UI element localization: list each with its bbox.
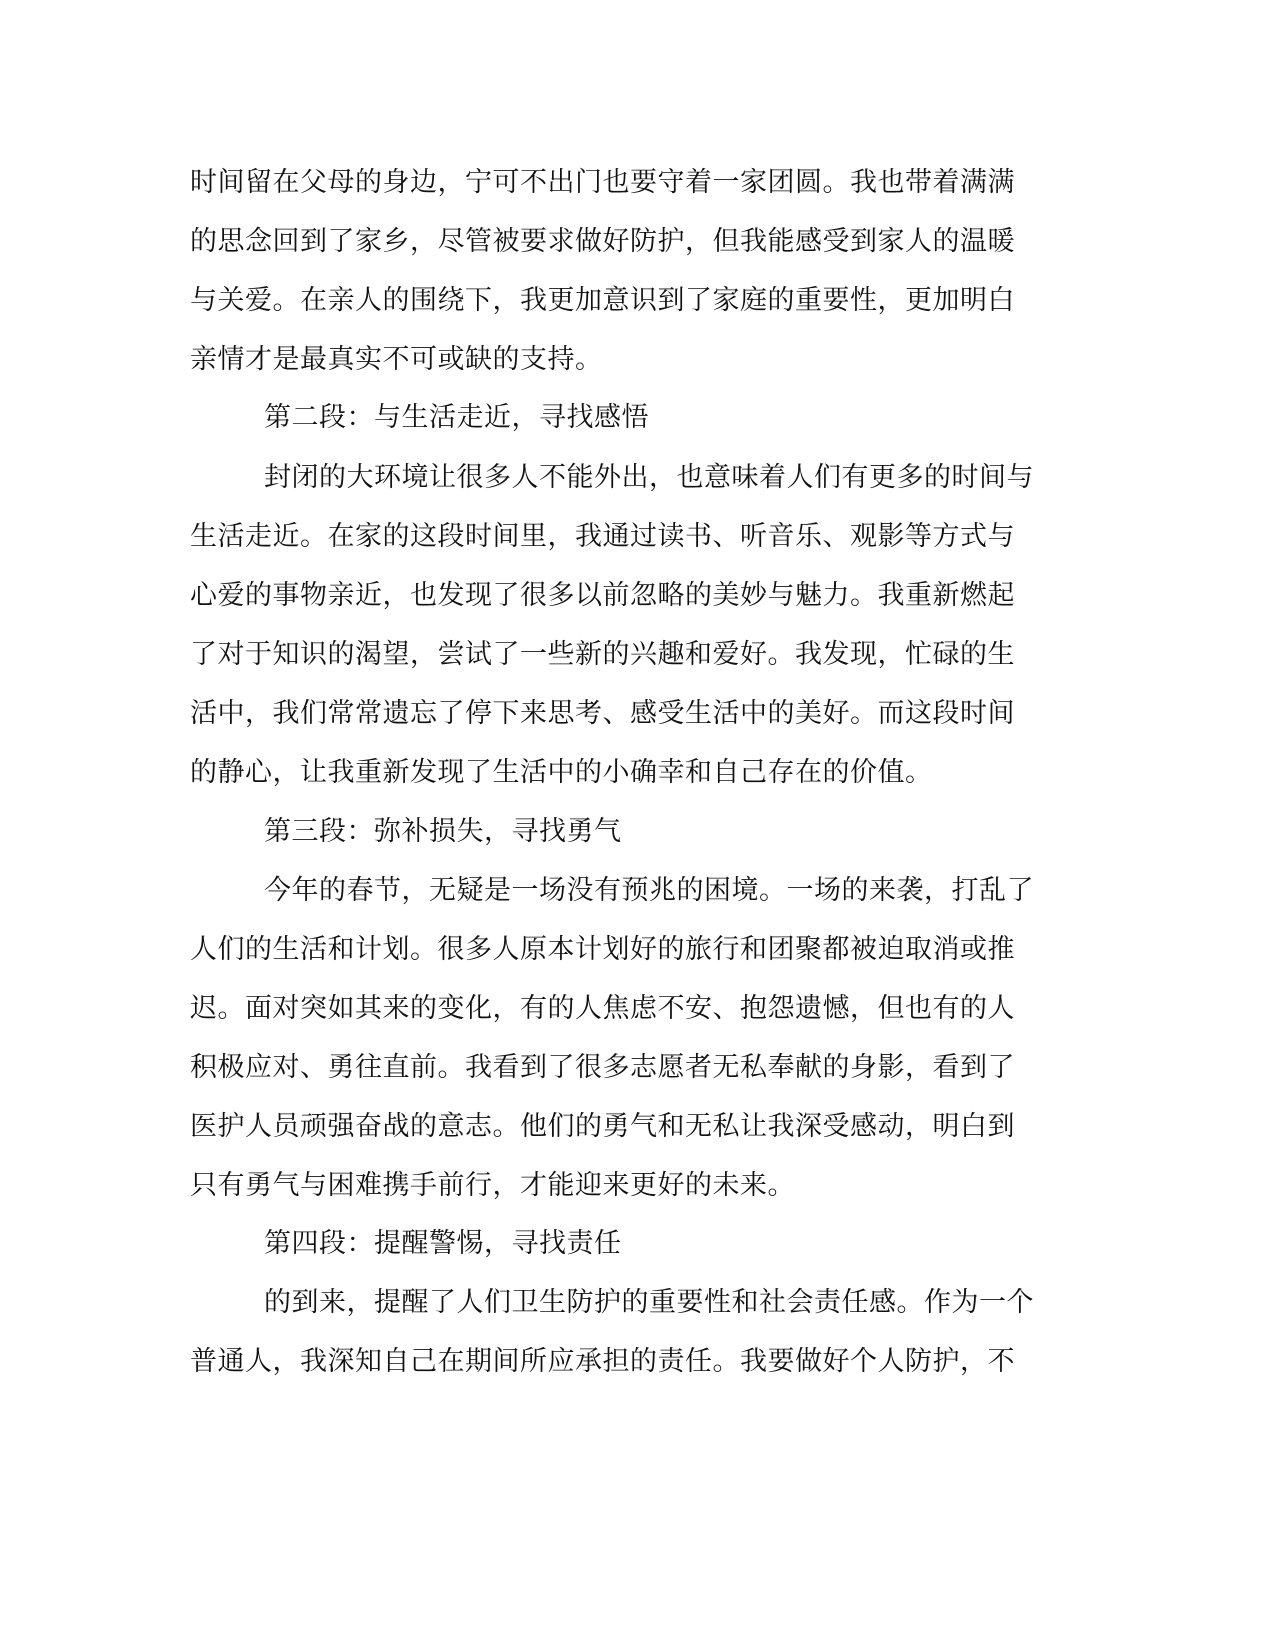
paragraph-line: 时间留在父母的身边，宁可不出门也要守着一家团圆。我也带着满满	[190, 167, 1015, 198]
paragraph-line: 今年的春节，无疑是一场没有预兆的困境。一场的来袭，打乱了	[264, 875, 1034, 906]
paragraph-line: 迟。面对突如其来的变化，有的人焦虑不安、抱怨遗憾，但也有的人	[190, 993, 1015, 1024]
paragraph-line: 生活走近。在家的这段时间里，我通过读书、听音乐、观影等方式与	[190, 521, 1015, 552]
paragraph-line: 了对于知识的渴望，尝试了一些新的兴趣和爱好。我发现，忙碌的生	[190, 639, 1015, 670]
paragraph-line: 的思念回到了家乡，尽管被要求做好防护，但我能感受到家人的温暖	[190, 226, 1015, 257]
paragraph-line: 医护人员顽强奋战的意志。他们的勇气和无私让我深受感动，明白到	[190, 1111, 1015, 1142]
paragraph-line: 只有勇气与困难携手前行，才能迎来更好的未来。	[190, 1170, 795, 1201]
paragraph-line: 活中，我们常常遗忘了停下来思考、感受生活中的美好。而这段时间	[190, 698, 1015, 729]
paragraph-line: 与关爱。在亲人的围绕下，我更加意识到了家庭的重要性，更加明白	[190, 285, 1015, 316]
section-heading: 第二段：与生活走近，寻找感悟	[264, 402, 649, 433]
paragraph-line: 积极应对、勇往直前。我看到了很多志愿者无私奉献的身影，看到了	[190, 1052, 1015, 1083]
paragraph-line: 的静心，让我重新发现了生活中的小确幸和自己存在的价值。	[190, 757, 933, 788]
paragraph-line: 人们的生活和计划。很多人原本计划好的旅行和团聚都被迫取消或推	[190, 934, 1015, 965]
section-heading: 第三段：弥补损失，寻找勇气	[264, 816, 622, 847]
paragraph-line: 亲情才是最真实不可或缺的支持。	[190, 344, 603, 375]
paragraph-line: 的到来，提醒了人们卫生防护的重要性和社会责任感。作为一个	[264, 1287, 1034, 1318]
paragraph-line: 心爱的事物亲近，也发现了很多以前忽略的美妙与魅力。我重新燃起	[190, 580, 1015, 611]
paragraph-line: 普通人，我深知自己在期间所应承担的责任。我要做好个人防护，不	[190, 1346, 1015, 1377]
section-heading: 第四段：提醒警惕，寻找责任	[264, 1228, 622, 1259]
paragraph-line: 封闭的大环境让很多人不能外出，也意味着人们有更多的时间与	[264, 462, 1034, 493]
